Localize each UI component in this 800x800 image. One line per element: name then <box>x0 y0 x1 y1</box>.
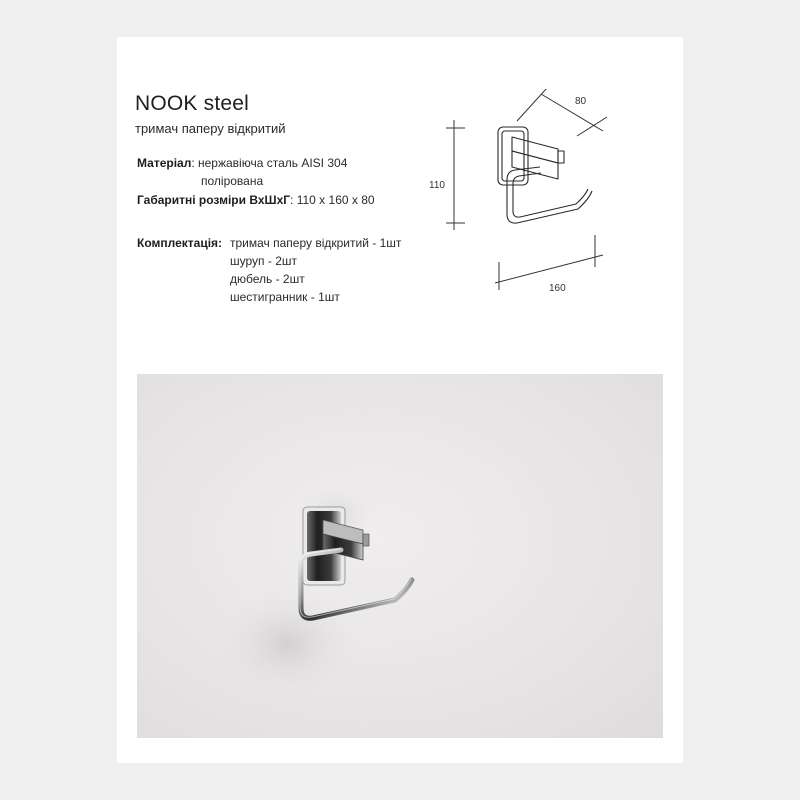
dimensions-line <box>137 192 375 208</box>
width-dimension-line <box>495 255 603 283</box>
height-dimension-label: 110 <box>429 180 445 191</box>
depth-dimension-line <box>541 94 603 131</box>
width-dimension-label: 160 <box>549 283 566 294</box>
end-screw <box>363 534 369 546</box>
kit-item: дюбель - 2шт <box>230 272 305 286</box>
product-title: NOOK steel <box>135 92 250 115</box>
dimensions-value: : 110 х 160 х 80 <box>290 193 375 207</box>
material-value: : нержавіюча сталь AISI 304 <box>191 156 348 170</box>
material-label: Матеріал <box>137 156 192 170</box>
wall-plate-inner-outline <box>502 131 524 181</box>
product-photo <box>137 374 663 738</box>
depth-extension-line <box>577 117 607 136</box>
holder-outline <box>498 127 592 223</box>
product-subtitle: тримач паперу відкритий <box>135 121 286 136</box>
depth-dimension-label: 80 <box>575 96 587 107</box>
kit-label: Комплектація <box>137 236 219 250</box>
material-line <box>137 155 347 171</box>
depth-extension-line <box>517 89 547 121</box>
arm-block-top <box>512 137 558 163</box>
kit-colon: : <box>218 236 223 250</box>
kit-item: тримач паперу відкритий - 1шт <box>230 236 402 250</box>
toilet-paper-holder-illustration <box>137 374 663 738</box>
kit-line <box>137 235 222 251</box>
material-finish: полірована <box>201 174 264 188</box>
dimensions-label: Габаритні розміри ВхШхГ <box>137 193 291 207</box>
kit-item: шуруп - 2шт <box>230 254 297 268</box>
end-screw <box>558 151 564 163</box>
wall-shadow <box>217 589 357 699</box>
kit-item: шестигранник - 1шт <box>230 290 340 304</box>
spec-sheet <box>117 37 683 763</box>
technical-drawing <box>417 89 627 299</box>
arm-block-front <box>512 151 558 179</box>
